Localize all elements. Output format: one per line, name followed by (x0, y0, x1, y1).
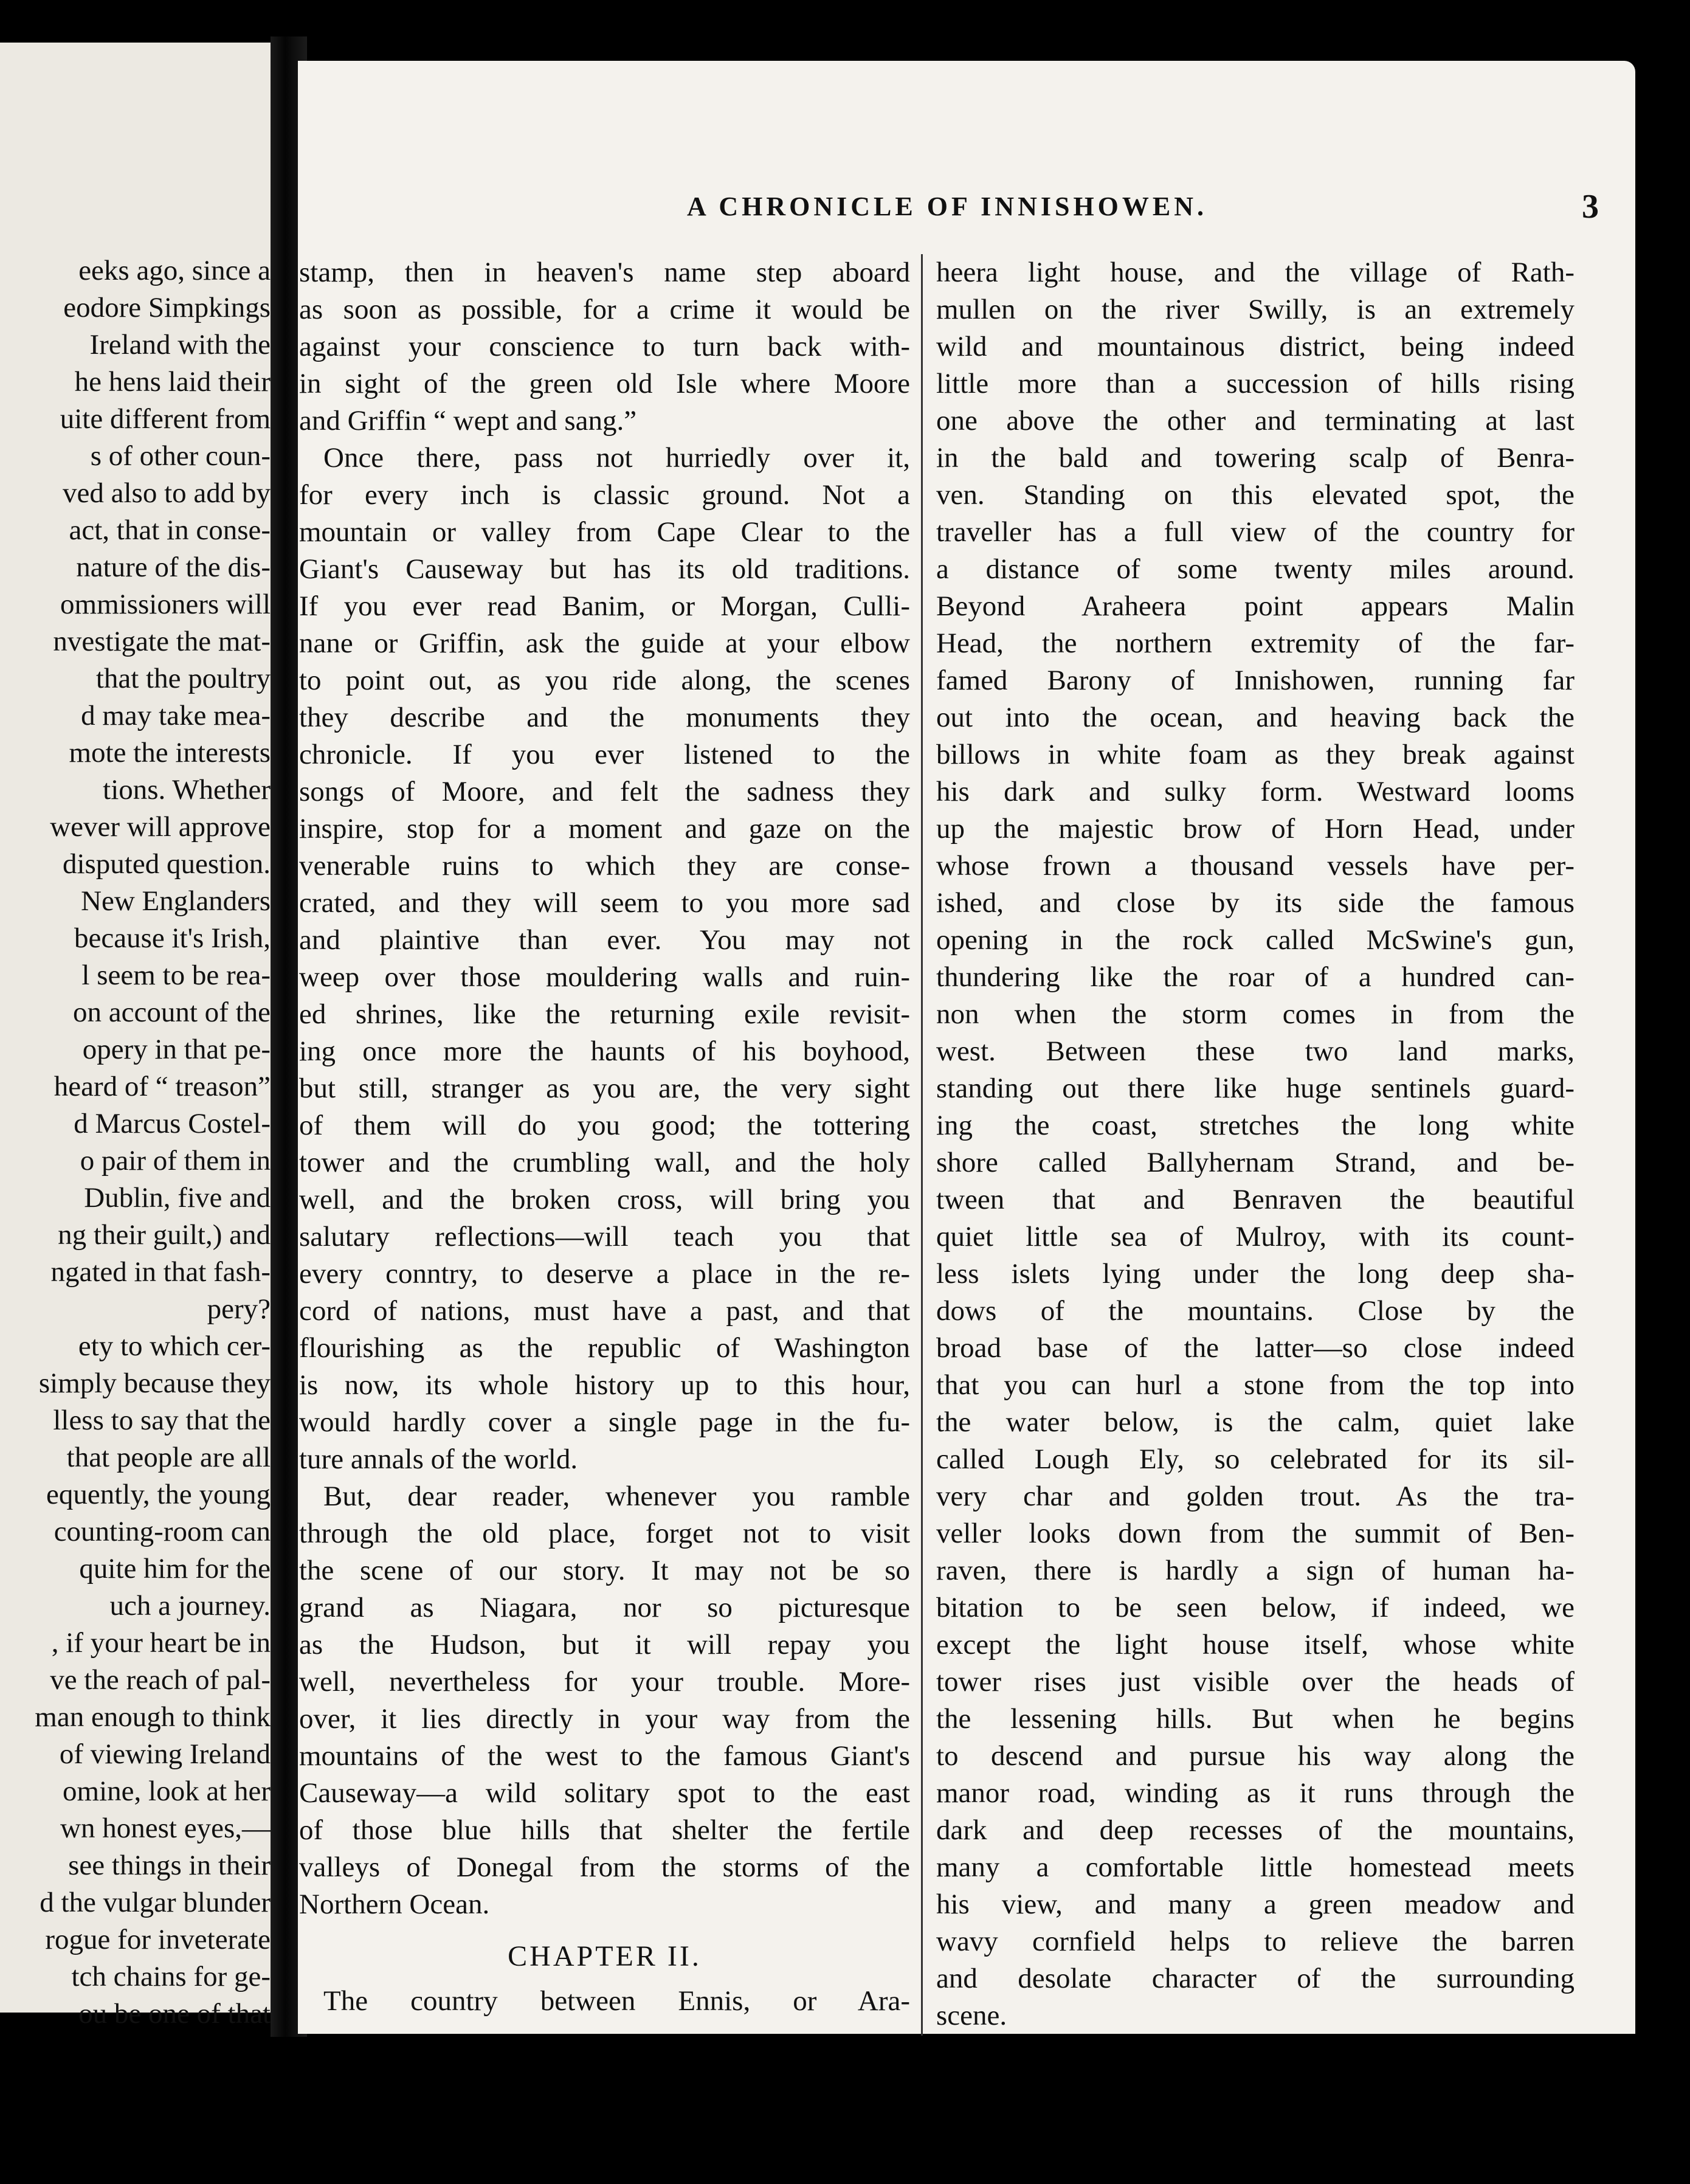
text-line: omine, look at her (63, 1775, 271, 1807)
text-line: equently, the young (46, 1479, 271, 1510)
text-line: stamp, then in heaven's name step aboard (299, 257, 910, 288)
text-line: that the poultry (95, 663, 271, 694)
text-line: to descend and pursue his way along the (936, 1740, 1574, 1772)
text-line: chronicle. If you ever listened to the (299, 739, 910, 770)
text-line: dark and deep recesses of the mountains, (936, 1814, 1574, 1846)
text-column-right (936, 254, 1574, 2034)
text-line: of them will do you good; the tottering (299, 1110, 910, 1141)
text-line: would hardly cover a single page in the fu- (299, 1406, 910, 1438)
text-line: scene. (936, 2000, 1007, 2031)
text-line: over, it lies directly in your way from the (299, 1703, 910, 1735)
text-line: tower and the crumbling wall, and the holy (299, 1147, 910, 1178)
text-line: little more than a succession of hills rising (936, 368, 1574, 399)
text-line: lless to say that the (53, 1405, 271, 1436)
text-line: is now, its whole history up to this hour, (299, 1369, 910, 1401)
column-right-lines (936, 254, 1574, 2034)
text-line: mote the interests (69, 737, 271, 769)
text-line: salutary reflections—will teach you that (299, 1221, 910, 1253)
text-line: the lessening hills. But when he begins (936, 1703, 1574, 1735)
text-line: whose frown a thousand vessels have per- (936, 850, 1574, 882)
text-line: opening in the rock called McSwine's gun, (936, 924, 1574, 956)
text-line: uch a journey. (109, 1590, 271, 1622)
text-line: l seem to be rea- (81, 959, 271, 991)
text-line: through the old place, forget not to visit (299, 1518, 910, 1549)
text-line: for every inch is classic ground. Not a (299, 479, 910, 511)
text-line: venerable ruins to which they are conse- (299, 850, 910, 882)
text-line: traveller has a full view of the country for (936, 516, 1574, 548)
facing-page-fragment (0, 43, 271, 2030)
text-line: in the bald and towering scalp of Benra- (936, 442, 1574, 474)
book-page (298, 61, 1635, 2034)
text-line: that people are all (66, 1442, 271, 1473)
text-line: non when the storm comes in from the (936, 998, 1574, 1030)
text-line: called Lough Ely, so celebrated for its sil- (936, 1443, 1574, 1475)
text-line: that you can hurl a stone from the top into (936, 1369, 1574, 1401)
text-column-left (298, 254, 910, 2020)
text-line: shore called Ballyhernam Strand, and be- (936, 1147, 1574, 1178)
text-line: nature of the dis- (76, 551, 271, 583)
text-line: valleys of Donegal from the storms of the (299, 1851, 910, 1883)
text-line: New Englanders (81, 885, 271, 917)
text-line: quiet little sea of Mulroy, with its count- (936, 1221, 1574, 1253)
text-line: billows in white foam as they break against (936, 739, 1574, 770)
text-line: ng their guilt,) and (58, 1219, 271, 1251)
text-line: ve the reach of pal- (50, 1664, 271, 1696)
text-line: opery in that pe- (82, 1034, 271, 1065)
text-line: wild and mountainous district, being indeed (936, 331, 1574, 362)
text-line: Once there, pass not hurriedly over it, (323, 442, 910, 474)
text-line: Dublin, five and (84, 1182, 271, 1214)
text-line: in sight of the green old Isle where Moore (299, 368, 910, 399)
text-line: Beyond Araheera point appears Malin (936, 590, 1574, 622)
text-line: ished, and close by its side the famous (936, 887, 1574, 919)
text-line: The country between Ennis, or Ara- (323, 1985, 910, 2017)
text-line: as the Hudson, but it will repay you (299, 1629, 910, 1660)
text-line: act, that in conse- (69, 514, 271, 546)
text-line: ngated in that fash- (50, 1256, 271, 1288)
text-line: a distance of some twenty miles around. (936, 553, 1574, 585)
text-line: nane or Griffin, ask the guide at your elbow (299, 627, 910, 659)
text-line: ved also to add by (63, 477, 271, 509)
text-line: they describe and the monuments they (299, 702, 910, 733)
text-line: weep over those mouldering walls and ruin- (299, 961, 910, 993)
text-line: manor road, winding as it runs through the (936, 1777, 1574, 1809)
text-line: see things in their (68, 1850, 271, 1881)
column-rule (921, 254, 923, 2036)
text-line: his dark and sulky form. Westward looms (936, 776, 1574, 807)
text-line: up the majestic brow of Horn Head, under (936, 813, 1574, 845)
text-line: bitation to be seen below, if indeed, we (936, 1592, 1574, 1623)
text-line: eeks ago, since a (78, 255, 271, 286)
text-line: uite different from (60, 403, 271, 435)
text-line: cord of nations, must have a past, and that (299, 1295, 910, 1327)
text-line: tower rises just visible over the heads of (936, 1666, 1574, 1698)
text-line: the scene of our story. It may not be so (299, 1555, 910, 1586)
text-line: wn honest eyes,— (60, 1813, 271, 1844)
text-line: , if your heart be in (51, 1627, 271, 1659)
text-line: simply because they (38, 1367, 271, 1399)
text-line: But, dear reader, whenever you ramble (323, 1481, 910, 1512)
text-line: counting-room can (53, 1516, 271, 1547)
text-line: as soon as possible, for a crime it would be (299, 294, 910, 325)
text-line: disputed question. (62, 848, 271, 880)
text-line: Causeway—a wild solitary spot to the east (299, 1777, 910, 1809)
text-line: ed shrines, like the returning exile revisit- (299, 998, 910, 1030)
text-line: quite him for the (79, 1553, 271, 1584)
text-line: tions. Whether (103, 774, 271, 806)
chapter-opening-lines (299, 1983, 910, 2020)
text-line: less islets lying under the long deep sha- (936, 1258, 1574, 1290)
text-line: famed Barony of Innishowen, running far (936, 665, 1574, 696)
text-line: the water below, is the calm, quiet lake (936, 1406, 1574, 1438)
text-line: broad base of the latter—so close indeed (936, 1332, 1574, 1364)
text-line: of those blue hills that shelter the fertile (299, 1814, 910, 1846)
text-line: well, nevertheless for your trouble. More- (299, 1666, 910, 1698)
text-line: ing once more the haunts of his boyhood, (299, 1035, 910, 1067)
text-line: against your conscience to turn back with- (299, 331, 910, 362)
text-line: wever will approve (50, 811, 271, 843)
text-line: s of other coun- (90, 440, 271, 472)
text-line: o pair of them in (80, 1145, 271, 1177)
text-line: Giant's Causeway but has its old traditions. (299, 553, 910, 585)
text-line: except the light house itself, whose white (936, 1629, 1574, 1660)
text-line: and Griffin “ wept and sang.” (299, 405, 637, 437)
text-line: dows of the mountains. Close by the (936, 1295, 1574, 1327)
text-line: ture annals of the world. (299, 1443, 578, 1475)
text-line: tch chains for ge- (71, 1961, 271, 1992)
text-line: but still, stranger as you are, the very sight (299, 1073, 910, 1104)
text-line: flourishing as the republic of Washington (299, 1332, 910, 1364)
text-line: out into the ocean, and heaving back the (936, 702, 1574, 733)
chapter-heading: CHAPTER II. (508, 1940, 702, 1972)
text-line: very char and golden trout. As the tra- (936, 1481, 1574, 1512)
text-line: standing out there like huge sentinels guard- (936, 1073, 1574, 1104)
text-line: Ireland with the (89, 329, 271, 361)
text-line: mountains of the west to the famous Giant's (299, 1740, 910, 1772)
text-line: he hens laid their (74, 366, 271, 398)
text-line: grand as Niagara, nor so picturesque (299, 1592, 910, 1623)
text-line: of viewing Ireland (59, 1738, 271, 1770)
text-line: and plaintive than ever. You may not (299, 924, 910, 956)
text-line: ety to which cer- (78, 1330, 271, 1362)
text-line: wavy cornfield helps to relieve the barren (936, 1926, 1574, 1957)
text-line: rogue for inveterate (45, 1924, 271, 1955)
text-line: veller looks down from the summit of Ben- (936, 1518, 1574, 1549)
page-number: 3 (1582, 188, 1599, 226)
text-line: songs of Moore, and felt the sadness they (299, 776, 910, 807)
text-line: thundering like the roar of a hundred can- (936, 961, 1574, 993)
text-line: because it's Irish, (74, 922, 271, 954)
text-line: nvestigate the mat- (53, 626, 271, 657)
text-line: well, and the broken cross, will bring you (299, 1184, 910, 1215)
text-line: west. Between these two land marks, (936, 1035, 1574, 1067)
text-line: ven. Standing on this elevated spot, the (936, 479, 1574, 511)
page-header (298, 182, 1635, 231)
text-line: inspire, stop for a moment and gaze on the (299, 813, 910, 845)
text-line: heera light house, and the village of Rath- (936, 257, 1574, 288)
text-line: heard of “ treason” (53, 1071, 271, 1102)
text-line: mountain or valley from Cape Clear to the (299, 516, 910, 548)
column-left-lines (299, 254, 910, 1923)
text-line: raven, there is hardly a sign of human ha- (936, 1555, 1574, 1586)
text-line: and desolate character of the surrounding (936, 1963, 1574, 1994)
text-line: to point out, as you ride along, the scenes (299, 665, 910, 696)
text-line: eodore Simpkings (63, 292, 271, 323)
text-line: man enough to think (35, 1701, 271, 1733)
text-line: Northern Ocean. (299, 1889, 490, 1920)
text-line: ommissioners will (60, 589, 271, 620)
text-line: tween that and Benraven the beautiful (936, 1184, 1574, 1215)
text-line: his view, and many a green meadow and (936, 1889, 1574, 1920)
text-line: ou be one of that (78, 1998, 271, 2030)
text-line: If you ever read Banim, or Morgan, Culli- (299, 590, 910, 622)
running-head: A CHRONICLE OF INNISHOWEN. (687, 192, 1208, 221)
text-line: crated, and they will seem to you more sad (299, 887, 910, 919)
text-line: many a comfortable little homestead meets (936, 1851, 1574, 1883)
text-line: Head, the northern extremity of the far- (936, 627, 1574, 659)
text-line: d may take mea- (81, 700, 271, 731)
text-line: mullen on the river Swilly, is an extremely (936, 294, 1574, 325)
text-line: one above the other and terminating at last (936, 405, 1574, 437)
text-line: d the vulgar blunder (40, 1887, 271, 1918)
text-line: on account of the (73, 997, 271, 1028)
text-line: pery? (207, 1293, 271, 1325)
facing-page-text (0, 252, 271, 2033)
text-line: every conntry, to deserve a place in the re- (299, 1258, 910, 1290)
text-line: ing the coast, stretches the long white (936, 1110, 1574, 1141)
text-line: d Marcus Costel- (74, 1108, 271, 1139)
